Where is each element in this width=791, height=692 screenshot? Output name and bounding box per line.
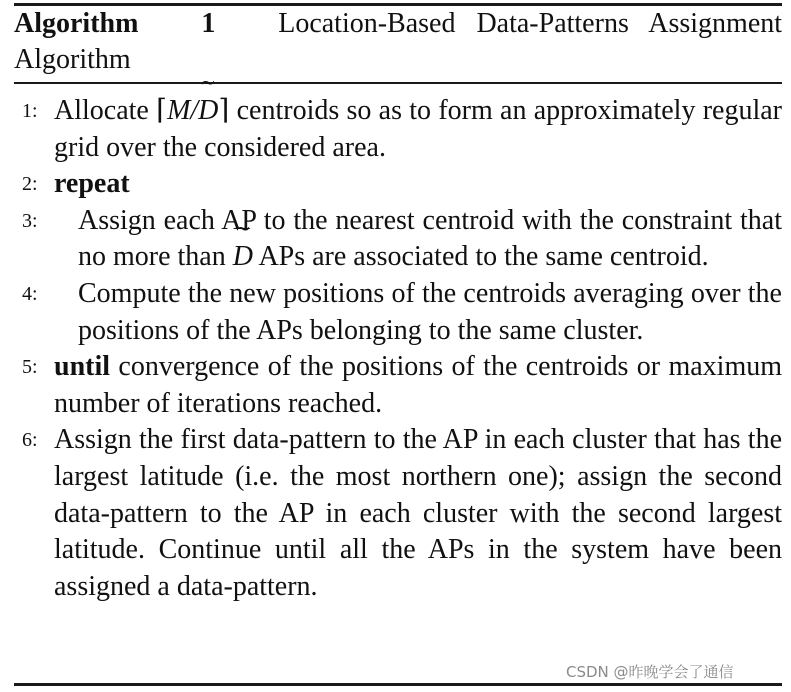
step-5 bbox=[14, 349, 782, 422]
keyword-repeat: repeat bbox=[54, 168, 130, 200]
step-4 bbox=[14, 276, 782, 349]
ceil-open: ⌈ bbox=[156, 95, 168, 126]
bottom-rule bbox=[14, 683, 782, 686]
step-number: 1: bbox=[22, 100, 38, 122]
step-text: Compute the new positions of the centroids averaging over the positions of the APs belonging to the same cluster. bbox=[78, 277, 782, 346]
step-text-post: APs are associated to the same centroid. bbox=[252, 241, 709, 273]
step-text bbox=[54, 166, 782, 203]
math-d-tilde: ˜ D bbox=[233, 239, 253, 276]
step-text-pre: Assign each AP to the nearest centroid with the constraint that no more than bbox=[78, 204, 782, 273]
math-m: M bbox=[167, 95, 191, 126]
algorithm-label: Algorithm bbox=[14, 8, 139, 39]
step-number: 5: bbox=[22, 356, 38, 379]
step-text bbox=[54, 203, 782, 276]
algorithm-header bbox=[14, 6, 782, 78]
algorithm-title: Location-Based Data-Patterns Assignment Algorithm bbox=[14, 8, 783, 75]
step-number: 4: bbox=[22, 282, 38, 305]
step-number: 2: bbox=[22, 173, 38, 196]
step-2 bbox=[14, 166, 782, 203]
step-text: Assign the first data-pattern to the AP in each cluster that has the largest latitude (i.e. the most northern one); assign the second data-pattern to the AP in each cluster with the second largest latitude. Continue until all the APs in the system have been assigned a data-pattern. bbox=[54, 424, 782, 602]
ceil-close: ⌉ bbox=[218, 95, 230, 126]
step-1 bbox=[14, 93, 782, 166]
step-text-rest: convergence of the positions of the centroids or maximum number of iterations reached. bbox=[54, 351, 782, 419]
keyword-until: until bbox=[54, 351, 111, 383]
watermark: CSDN @昨晚学会了通信 bbox=[566, 663, 734, 681]
algorithm-number: 1 bbox=[201, 8, 216, 39]
step-number: 6: bbox=[22, 429, 38, 452]
math-d-tilde: ˜ D bbox=[198, 93, 218, 130]
step-text bbox=[54, 93, 782, 166]
step-text bbox=[54, 349, 782, 422]
step-text-pre: Allocate bbox=[54, 95, 157, 126]
step-text-post: centroids so as to form an approximately regular grid over the considered area. bbox=[54, 95, 783, 163]
step-6 bbox=[14, 422, 782, 605]
algorithm-steps bbox=[14, 93, 782, 605]
step-number: 3: bbox=[22, 209, 38, 232]
header-rule bbox=[14, 82, 782, 84]
math-slash: / bbox=[190, 95, 199, 126]
step-3 bbox=[14, 203, 782, 276]
